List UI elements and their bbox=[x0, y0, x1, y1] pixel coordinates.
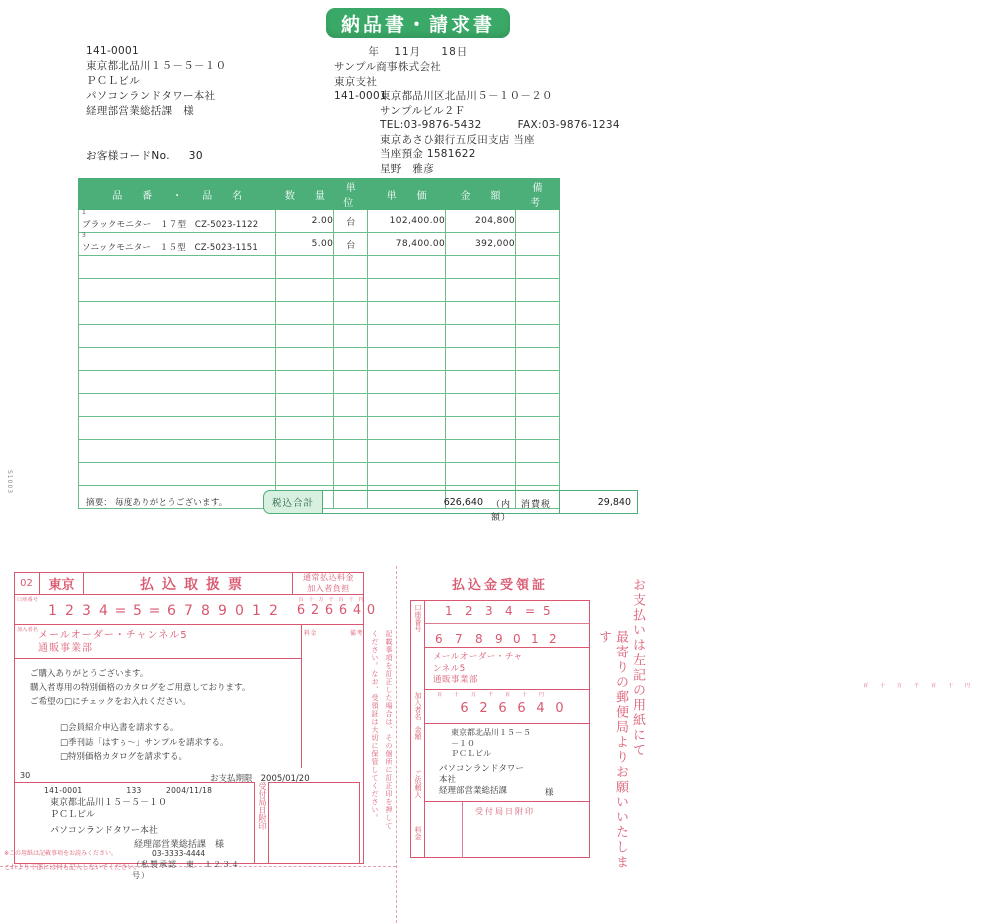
amount-digit: 2 bbox=[310, 603, 320, 618]
thanks-note: 摘要： 毎度ありがとうございます。 bbox=[86, 498, 228, 508]
date-month: 11月 bbox=[394, 46, 422, 58]
total-box bbox=[323, 490, 560, 523]
tax-label: （内 消費税額） bbox=[491, 500, 552, 523]
receipt-amount-box bbox=[425, 690, 590, 724]
total-label: 税込合計 bbox=[263, 490, 323, 514]
receipt-account-digit: 3 bbox=[485, 604, 493, 618]
middle-note-line-2: ください。なお、受領証は大切に保管してください。 bbox=[371, 630, 379, 822]
receipt-amount-scale-unit: 百 bbox=[436, 692, 442, 698]
receipt-payer-label: 加入者名 bbox=[414, 692, 422, 720]
due-value: 2005/01/20 bbox=[260, 774, 310, 784]
cell-item-name: 3 ソニックモニター １５型 CZ-5023-1151 bbox=[79, 233, 276, 256]
receipt-account-digit: 1 bbox=[531, 632, 539, 646]
account-digit: = bbox=[114, 603, 127, 619]
sender-zip: 141-0001 bbox=[44, 786, 83, 795]
supplier-zip: 141-0001 bbox=[334, 90, 387, 102]
tax-value: 29,840 bbox=[597, 497, 631, 508]
supplier-contact bbox=[334, 118, 620, 133]
receipt-from-department: 経理部営業総括課 bbox=[439, 786, 508, 796]
supplier-branch: 東京支社 bbox=[334, 75, 378, 88]
sender-meta-row bbox=[44, 786, 212, 795]
receipt-from-address-1: 東京都北品川１５－５ bbox=[451, 728, 531, 737]
table-row bbox=[79, 233, 560, 256]
payee-name bbox=[38, 629, 188, 655]
cell-amount: 204,800 bbox=[446, 210, 516, 233]
date-year-label: 年 bbox=[368, 46, 380, 58]
payee-box bbox=[14, 624, 302, 658]
sender-no: 133 bbox=[126, 786, 142, 795]
checkbox-option[interactable]: □会員紹介申込書を請求する。 bbox=[60, 723, 179, 733]
receipt-account-label bbox=[410, 600, 425, 858]
table-row-empty bbox=[79, 463, 560, 486]
message-line: ご購入ありがとうございます。 bbox=[30, 669, 149, 679]
receipt-stamp-box-left bbox=[268, 782, 360, 864]
cell-unit-price: 102,400.00 bbox=[368, 210, 446, 233]
receipt-account-digit: 9 bbox=[495, 632, 503, 646]
receipt-from-sama: 様 bbox=[545, 788, 554, 798]
amount-digit: 4 bbox=[352, 603, 362, 618]
amount-scale-unit: 十 bbox=[348, 597, 354, 603]
receipt-account-digit: 0 bbox=[513, 632, 521, 646]
receipt-amount-digit: 6 bbox=[498, 701, 507, 716]
invoice-date bbox=[326, 44, 526, 59]
receipt-stamp-label: 受付局日附印 bbox=[475, 807, 535, 816]
slip-account-row bbox=[14, 594, 376, 624]
receipt-from-label: ご依頼人 bbox=[414, 770, 422, 798]
header-unit-price: 単 価 bbox=[368, 179, 446, 210]
document-title: 納品書・請求書 bbox=[326, 8, 510, 38]
cell-amount: 392,000 bbox=[446, 233, 516, 256]
amount-scale-row bbox=[296, 596, 378, 603]
checkbox-option[interactable]: □季刊誌「はすぅ～」サンプルを請求する。 bbox=[60, 737, 229, 748]
receipt-from-company bbox=[439, 764, 524, 797]
receipt-account-digit: 1 bbox=[445, 604, 453, 618]
receipt-stamp-area bbox=[425, 802, 590, 858]
receipt-from-company-2: 本社 bbox=[439, 775, 457, 785]
receipt-amount-scale-unit: 十 bbox=[453, 692, 459, 698]
customer-code-label: お客様コードNo. bbox=[86, 150, 171, 162]
slip-code: 02 bbox=[14, 572, 40, 594]
receipt-account-label-text: 口座番号 bbox=[414, 604, 422, 632]
receipt-amount-label: 金額 bbox=[414, 726, 422, 740]
header-item-name: 品 番 ・ 品 名 bbox=[79, 179, 276, 210]
amount-scale-unit: 万 bbox=[318, 597, 324, 603]
receipt-amount-scale-unit: 千 bbox=[487, 692, 493, 698]
receipt-amount-scale-unit: 十 bbox=[521, 692, 527, 698]
customer-address-block bbox=[86, 44, 226, 119]
receipt-scale-unit: 万 bbox=[896, 683, 902, 689]
tax-box bbox=[560, 490, 638, 514]
account-digit: 9 bbox=[218, 603, 227, 619]
receipt-amount-digit: 4 bbox=[536, 701, 545, 716]
checkbox-option[interactable]: □特別価格カタログを請求する。 bbox=[60, 752, 188, 762]
account-digit: 2 bbox=[269, 603, 278, 619]
table-row bbox=[79, 210, 560, 233]
fee-cell-label-2: 備考 bbox=[350, 630, 364, 637]
receipt-amount-scale-unit: 万 bbox=[470, 692, 476, 698]
slip-customer-no: 30 bbox=[20, 771, 31, 780]
receipt-account-digit: 6 bbox=[435, 632, 443, 646]
slip-fee-note bbox=[292, 572, 364, 594]
amount-scale-unit: 千 bbox=[328, 597, 334, 603]
total-value: 626,640 bbox=[443, 497, 483, 508]
receipt-from-address bbox=[451, 728, 531, 760]
table-header-row bbox=[79, 179, 560, 210]
receipt-account-digit: = bbox=[525, 604, 536, 618]
far-right-instruction bbox=[596, 578, 646, 878]
cell-note bbox=[515, 210, 559, 233]
payee-name-line-1: メールオーダー・チャンネル5 bbox=[38, 630, 188, 641]
receipt-scale-unit: 百 bbox=[930, 683, 936, 689]
header-amount: 金 額 bbox=[446, 179, 516, 210]
cell-quantity: 2.00 bbox=[276, 210, 334, 233]
account-digit: 1 bbox=[252, 603, 261, 619]
sender-telephone: 03-3333-4444 bbox=[152, 849, 206, 858]
middle-note-line-1: 記載事項を訂正した場合は、その個所に訂正印を押して bbox=[385, 630, 393, 830]
account-number-label: 口座番号 bbox=[17, 597, 39, 603]
message-lines bbox=[30, 667, 250, 709]
receipt-payee-name bbox=[425, 648, 590, 690]
customer-address-1: 東京都北品川１５－５－１０ bbox=[86, 60, 227, 72]
receipt-amount-digit: 6 bbox=[517, 701, 526, 716]
receipt-amount-scale-unit: 百 bbox=[504, 692, 510, 698]
receipt-payee-line-3: 通販事業部 bbox=[433, 675, 479, 685]
receipt-account-digit: 8 bbox=[475, 632, 483, 646]
middle-instruction-note bbox=[368, 626, 406, 844]
sender-date: 2004/11/18 bbox=[166, 786, 213, 795]
form-side-code: S1003 bbox=[6, 470, 13, 495]
cell-note bbox=[515, 233, 559, 256]
supplier-account: 当座預金 1581622 bbox=[380, 148, 476, 160]
invoice-document bbox=[0, 0, 650, 556]
receipt-payee-line-2: ンネル5 bbox=[433, 663, 466, 674]
supplier-block bbox=[334, 60, 620, 176]
receipt-amount-scale-unit: 円 bbox=[538, 692, 544, 698]
customer-code bbox=[86, 148, 203, 163]
receipt-amount-scale bbox=[431, 691, 550, 698]
receipt-scale-unit: 百 bbox=[862, 683, 868, 689]
amount-scale-unit: 円 bbox=[358, 597, 364, 603]
amount-digit: 6 bbox=[324, 603, 334, 618]
customer-code-value: 30 bbox=[188, 150, 203, 162]
header-unit: 単位 bbox=[334, 179, 368, 210]
receipt-from-address-2: －１０ bbox=[451, 738, 475, 748]
account-digit: 2 bbox=[65, 603, 74, 619]
receipt-from-address-3: ＰＣＬビル bbox=[451, 749, 491, 758]
table-row-empty bbox=[79, 279, 560, 302]
receipt-payee-line-1: メールオーダー・チャ bbox=[433, 652, 523, 662]
account-digit: 7 bbox=[184, 603, 193, 619]
header-quantity: 数 量 bbox=[276, 179, 334, 210]
fee-note-line-2: 加入者負担 bbox=[307, 584, 350, 593]
receipt-from-box bbox=[425, 724, 590, 802]
supplier-fax: FAX:03-9876-1234 bbox=[517, 119, 620, 131]
approval-stamp-note: （私製承認 東 １２３４ 号） bbox=[132, 860, 249, 880]
cell-unit: 台 bbox=[334, 210, 368, 233]
far-right-line-2: 最寄りの郵便局よりお願いいたします bbox=[596, 630, 628, 870]
amount-scale-unit: 百 bbox=[338, 597, 344, 603]
receipt-amount-digit: 2 bbox=[479, 701, 488, 716]
invoice-footer bbox=[78, 489, 631, 523]
receipt-account-digit: 2 bbox=[549, 632, 557, 646]
account-digit: 8 bbox=[201, 603, 210, 619]
receipt-account-row-1 bbox=[425, 600, 590, 624]
table-row-empty bbox=[79, 348, 560, 371]
account-digit: 0 bbox=[235, 603, 244, 619]
fee-cell-label-1: 料金 bbox=[304, 630, 318, 637]
amount-digits bbox=[277, 603, 378, 618]
amount-digit: 6 bbox=[296, 603, 306, 618]
table-row-empty bbox=[79, 256, 560, 279]
supplier-address-2: サンプルビル２Ｆ bbox=[380, 104, 466, 117]
supplier-address-1: 東京都品川区北品川５－１０－２０ bbox=[380, 90, 553, 102]
fine-print-2: これより下部には何も記入しないでください。 bbox=[4, 863, 141, 871]
cell-unit: 台 bbox=[334, 233, 368, 256]
receipt-amount-digit: 0 bbox=[555, 701, 564, 716]
supplier-bank: 東京あさひ銀行五反田支店 当座 bbox=[380, 133, 535, 146]
amount-scale-unit: 百 bbox=[298, 597, 304, 603]
payee-name-line-2: 通販事業部 bbox=[38, 643, 93, 654]
account-digit: 3 bbox=[82, 603, 91, 619]
account-digit: = bbox=[148, 603, 161, 619]
cell-unit-price: 78,400.00 bbox=[368, 233, 446, 256]
customer-zip: 141-0001 bbox=[86, 45, 139, 57]
table-row-empty bbox=[79, 417, 560, 440]
receipt-title: 払込金受領証 bbox=[451, 578, 548, 593]
receipt-fee-label: 料金 bbox=[414, 826, 422, 840]
amount-scale-unit: 十 bbox=[308, 597, 314, 603]
receipt-account-digit: 7 bbox=[455, 632, 463, 646]
account-digit: 5 bbox=[133, 603, 142, 619]
supplier-company: サンプル商事株式会社 bbox=[334, 61, 442, 73]
message-box bbox=[14, 658, 302, 768]
slip-city: 東京 bbox=[40, 572, 84, 594]
cell-item-name: 1 ブラックモニター １７型 CZ-5023-1122 bbox=[79, 210, 276, 233]
receipt-scale-unit: 円 bbox=[964, 683, 970, 689]
fine-print-1: ※この用紙は記載事項をお読みください。 bbox=[4, 850, 118, 857]
supplier-person: 星野 雅彦 bbox=[380, 162, 434, 175]
table-row-empty bbox=[79, 302, 560, 325]
message-line: ご希望の□にチェックをお入れください。 bbox=[30, 697, 191, 707]
sender-department: 経理部営業総括課 様 bbox=[134, 840, 225, 850]
table-row-empty bbox=[79, 394, 560, 417]
fee-note-line-1: 通常払込料金 bbox=[303, 573, 354, 582]
account-digit: 6 bbox=[167, 603, 176, 619]
sender-address-1: 東京都北品川１５－５－１０ bbox=[50, 798, 168, 808]
account-digit: 1 bbox=[48, 603, 57, 619]
table-row-empty bbox=[79, 440, 560, 463]
receipt-amount-digit: 6 bbox=[460, 701, 469, 716]
amount-digit: 6 bbox=[338, 603, 348, 618]
customer-department: 経理部営業総括課 様 bbox=[86, 105, 194, 117]
table-row-empty bbox=[79, 325, 560, 348]
slip-title: 払込取扱票 bbox=[140, 577, 250, 593]
customer-company: パソコンランドタワー本社 bbox=[86, 90, 216, 102]
date-day: 18日 bbox=[441, 46, 469, 58]
table-row-empty bbox=[79, 371, 560, 394]
due-label: お支払期限 bbox=[210, 774, 253, 784]
receipt-scale-row bbox=[857, 682, 982, 689]
receipt-amount-digits bbox=[455, 701, 569, 716]
receipt-scale-unit: 十 bbox=[947, 683, 953, 689]
account-digit: 4 bbox=[99, 603, 108, 619]
receipt-account-digit: 2 bbox=[465, 604, 473, 618]
sender-address-2: ＰＣＬビル bbox=[50, 810, 96, 820]
sender-address bbox=[50, 797, 167, 821]
receipt-stamp-label-left: 受付局日附印 bbox=[254, 782, 268, 864]
amount-digit: 0 bbox=[366, 603, 376, 618]
receipt-account-digit: 5 bbox=[543, 604, 551, 618]
line-items-table bbox=[78, 178, 563, 509]
sender-company: パソコンランドタワー本社 bbox=[50, 826, 158, 836]
header-note: 備 考 bbox=[515, 179, 559, 210]
far-right-line-1: お支払いは左記の用紙にて bbox=[630, 578, 645, 758]
customer-address-2: ＰＣＬビル bbox=[86, 75, 140, 87]
payee-label: 加入者名 bbox=[17, 627, 39, 633]
receipt-payee-lines bbox=[433, 652, 523, 687]
receipt-scale-unit: 十 bbox=[879, 683, 885, 689]
message-line: 購入者専用の特別価格のカタログをご用意しております。 bbox=[30, 683, 251, 693]
checkbox-options[interactable] bbox=[60, 721, 229, 765]
fee-cell bbox=[302, 624, 364, 658]
cell-quantity: 5.00 bbox=[276, 233, 334, 256]
supplier-address-line bbox=[334, 89, 620, 104]
account-number-digits bbox=[44, 603, 294, 619]
receipt-account-digit: 4 bbox=[505, 604, 513, 618]
receipt-from-company-1: パソコンランドタワー bbox=[439, 764, 524, 774]
receipt-scale-unit: 千 bbox=[913, 683, 919, 689]
supplier-tel: TEL:03-9876-5432 bbox=[380, 119, 482, 131]
postal-payment-slip bbox=[0, 566, 970, 923]
